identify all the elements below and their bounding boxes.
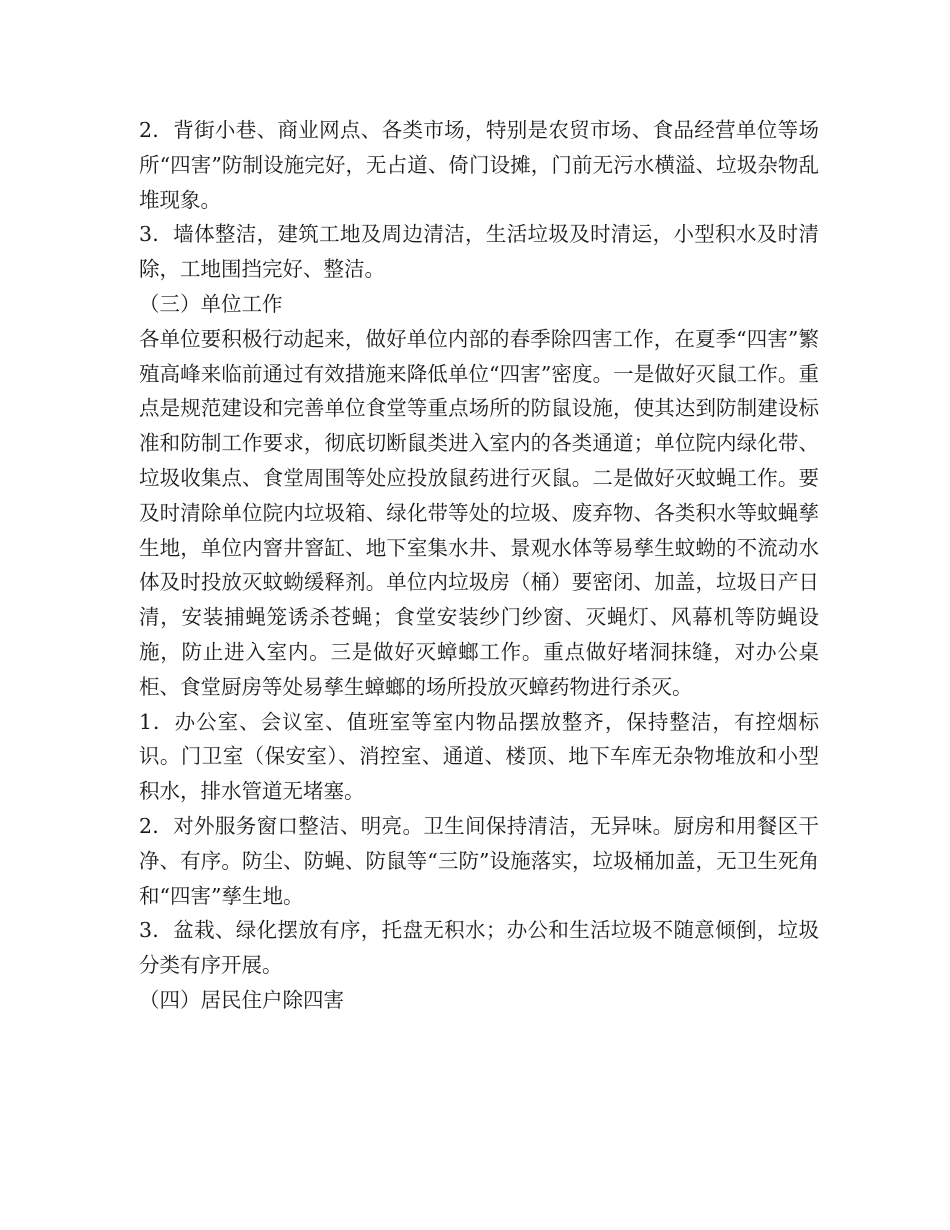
list-item-2-service-windows: 2．对外服务窗口整洁、明亮。卫生间保持清洁，无异味。厨房和用餐区干净、有序。防尘、防蝇、防鼠等“三防”设施落实，垃圾桶加盖，无卫生死角和“四害”孳生地。 — [139, 813, 819, 908]
list-item-3-walls: 3．墙体整洁，建筑工地及周边清洁，生活垃圾及时清运，小型积水及时清除，工地围挡完好、整洁。 — [139, 222, 819, 282]
section-heading-units: （三）单位工作 — [139, 291, 283, 316]
list-item-1-offices: 1．办公室、会议室、值班室等室内物品摆放整齐，保持整洁，有控烟标识。门卫室（保安室）、消控室、通道、楼顶、地下车库无杂物堆放和小型积水，排水管道无堵塞。 — [139, 709, 819, 804]
document-body — [139, 113, 819, 1018]
section-heading-residents: （四）居民住户除四害 — [139, 987, 344, 1012]
list-item-2-streets: 2．背街小巷、商业网点、各类市场，特别是农贸市场、食品经营单位等场所“四害”防制设施完好，无占道、倚门设摊，门前无污水横溢、垃圾杂物乱堆现象。 — [139, 118, 819, 212]
body-paragraph-units: 各单位要积极行动起来，做好单位内部的春季除四害工作，在夏季“四害”繁殖高峰来临前通过有效措施来降低单位“四害”密度。一是做好灭鼠工作。重点是规范建设和完善单位食堂等重点场所的防鼠设施，使其达到防制建设标准和防制工作要求，彻底切断鼠类进入室内的各类通道；单位院内绿化带、垃圾收集点、食堂周围等处应投放鼠药进行灭鼠。二是做好灭蚊蝇工作。要及时清除单位院内垃圾箱、绿化带等处的垃圾、废弃物、各类积水等蚊蝇孳生地，单位内窨井窨缸、地下室集水井、景观水体等易孳生蚊蚴的不流动水体及时投放灭蚊蚴缓释剂。单位内垃圾房（桶）要密闭、加盖，垃圾日产日清，安装捕蝇笼诱杀苍蝇；食堂安装纱门纱窗、灭蝇灯、风幕机等防蝇设施，防止进入室内。三是做好灭蟑螂工作。重点做好堵洞抹缝，对办公桌柜、食堂厨房等处易孳生蟑螂的场所投放灭蟑药物进行杀灭。 — [139, 326, 819, 699]
list-item-3-plants: 3．盆栽、绿化摆放有序，托盘无积水；办公和生活垃圾不随意倾倒，垃圾分类有序开展。 — [139, 918, 819, 978]
